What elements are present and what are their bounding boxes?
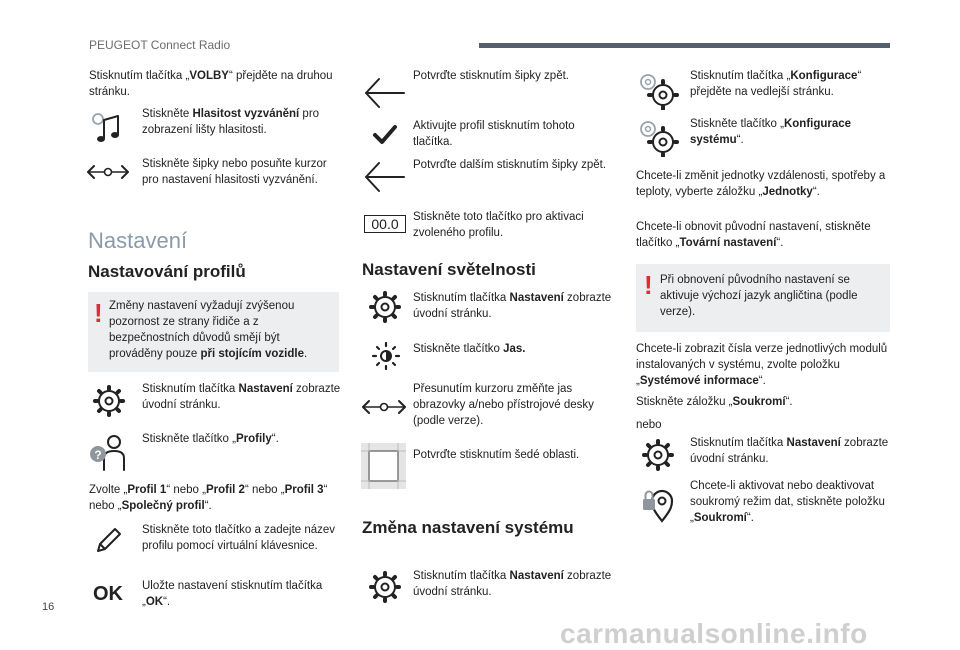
factory-text: Chcete-li obnovit původní nastavení, stiskněte tlačítko „Tovární nastavení“. (636, 221, 871, 249)
private-mode-text: Chcete-li aktivovat nebo deaktivovat soukromý režim dat, stiskněte položku „Soukromí“. (690, 480, 885, 524)
info-text: Chcete-li zobrazit čísla verze jednotlivých modulů instalovaných v systému, zvolte položku „Systémové informace“. (636, 343, 888, 387)
warning-icon: ! (644, 270, 653, 300)
warning-text: Změny nastavení vyžadují zvýšenou pozornost ze strany řidiče a z bezpečnostních důvodů smějí být prováděny pouze při stojícím vozidle. (109, 300, 308, 360)
system-title: Změna nastavení systému (362, 518, 574, 537)
brightness-text: Stiskněte tlačítko Jas. (413, 343, 526, 355)
intro-text: Stisknutím tlačítka „VOLBY“ přejděte na druhou stránku. (89, 70, 333, 98)
choose-profile-text: Zvolte „Profil 1“ nebo „Profil 2“ nebo „Profil 3“ nebo „Společný profil“. (89, 484, 328, 512)
music-note-icon (88, 110, 128, 148)
page-number: 16 (42, 601, 55, 613)
back-arrow-icon (363, 160, 407, 194)
checkmark-icon (372, 124, 398, 146)
save-text: Uložte nastavení stisknutím tlačítka „OK“. (142, 580, 323, 608)
reset-button-icon: 00.0 (364, 215, 406, 233)
privacy-tab-text: Stiskněte záložku „Soukromí“. (636, 396, 793, 408)
pencil-icon (94, 525, 124, 555)
gear-icon (368, 570, 402, 604)
config-gears-icon (636, 117, 680, 157)
gear-icon (92, 384, 126, 418)
profiles-title: Nastavování profilů (88, 262, 246, 281)
gear-icon (368, 290, 402, 324)
brightness-title: Nastavení světelnosti (362, 260, 536, 279)
brightness-icon (370, 340, 402, 372)
config-text: Stisknutím tlačítka „Konfigurace“ přejděte na vedlejší stránku. (690, 70, 862, 98)
volume-text: Stiskněte Hlasitost vyzvánění pro zobrazení lišty hlasitosti. (142, 108, 320, 136)
settings-text-1: Stisknutím tlačítka Nastavení zobrazte úvodní stránku. (142, 383, 341, 411)
activate-text: Aktivujte profil stisknutím tohoto tlačítka. (413, 120, 575, 148)
section-title: Nastavení (88, 228, 188, 253)
reset-text: Stiskněte toto tlačítko pro aktivaci zvoleného profilu. (413, 211, 584, 239)
back-text-2: Potvrďte dalším stisknutím šipky zpět. (413, 159, 607, 171)
or-text: nebo (636, 419, 662, 431)
warning-box (88, 292, 339, 372)
settings-text-3: Stisknutím tlačítka Nastavení zobrazte úvodní stránku. (413, 570, 612, 598)
settings-text-4: Stisknutím tlačítka Nastavení zobrazte úvodní stránku. (690, 437, 889, 465)
header-title: PEUGEOT Connect Radio (89, 38, 231, 52)
header-bar (479, 43, 890, 48)
system-config-text: Stiskněte tlačítko „Konfigurace systému“. (690, 118, 852, 146)
back-text-1: Potvrďte stisknutím šipky zpět. (413, 70, 569, 82)
profile-icon (88, 432, 130, 472)
back-arrow-icon (363, 76, 407, 110)
grey-area-text: Potvrďte stisknutím šedé oblasti. (413, 449, 580, 461)
warning-icon: ! (94, 298, 103, 328)
slider-text: Stiskněte šipky nebo posuňte kurzor pro nastavení hlasitosti vyzvánění. (142, 158, 327, 186)
gear-icon (641, 438, 675, 472)
profiles-text: Stiskněte tlačítko „Profily“. (142, 433, 279, 445)
warning-box-2 (636, 264, 890, 332)
watermark: carmanualsonline.info (560, 618, 868, 649)
cursor-text: Přesunutím kurzoru změňte jas obrazovky a/nebo přístrojové desky (podle verze). (413, 383, 594, 427)
config-gears-icon (636, 70, 680, 110)
ok-icon: OK (93, 583, 123, 605)
units-text: Chcete-li změnit jednotky vzdálenosti, spotřeby a teploty, vyberte záložku „Jednotky“. (636, 170, 886, 198)
settings-text-2: Stisknutím tlačítka Nastavení zobrazte úvodní stránku. (413, 292, 612, 320)
warning-text-2: Při obnovení původního nastavení se aktivuje výchozí jazyk angličtina (podle verze). (660, 274, 858, 318)
svg-text:?: ? (94, 448, 102, 462)
slider-arrows-icon (361, 397, 407, 417)
slider-arrows-icon (86, 162, 130, 182)
grid-area-icon (361, 443, 406, 489)
edit-text: Stiskněte toto tlačítko a zadejte název profilu pomocí virtuální klávesnice. (142, 524, 336, 552)
privacy-lock-icon (640, 483, 676, 523)
